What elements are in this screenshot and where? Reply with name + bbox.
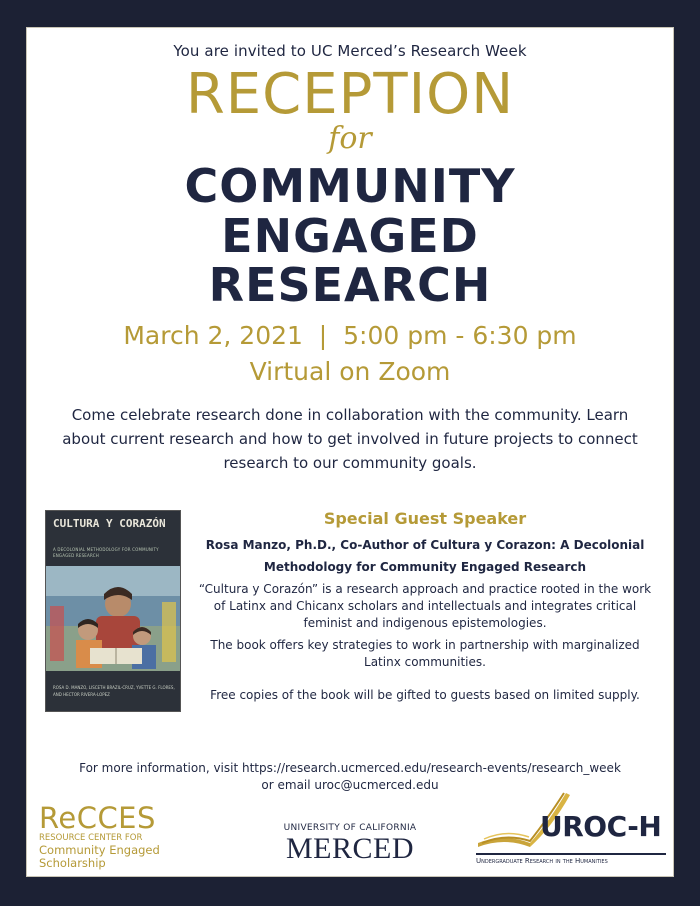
event-date-time: March 2, 2021 | 5:00 pm - 6:30 pm	[123, 321, 577, 350]
more-info-email-line[interactable]: or email uroc@ucmerced.edu	[261, 778, 439, 792]
book-cover-image	[45, 510, 181, 712]
uroc-h-wordmark: UROC-H	[540, 810, 662, 843]
book-cover-mural-illustration	[46, 566, 180, 671]
recces-logo-line2: Community Engaged Scholarship	[39, 843, 160, 870]
free-copies-note: Free copies of the book will be gifted to guests based on limited supply.	[210, 688, 640, 702]
event-intro: Come celebrate research done in collaboration with the community. Learn about current research and how to get involved in future projects to connect research to our community goals.	[62, 406, 638, 472]
uroc-h-logo	[474, 787, 669, 869]
more-info-link-line[interactable]: For more information, visit https://research.ucmerced.edu/research-events/research_week	[79, 761, 621, 775]
recces-logo-name: ReCCES	[39, 801, 156, 835]
speaker-description: “Cultura y Corazón” is a research approach and practice rooted in the work of Latinx and Chicanx scholars and intellectuals and integrates critical feminist and indigenous epistemologies.	[198, 582, 652, 630]
book-cover-title: CULTURA Y CORAZÓN	[53, 517, 166, 530]
merced-wordmark: MERCED	[285, 832, 414, 865]
book-cover-authors: ROSA D. MANZO, LISCETH BRAZIL-CRUZ, YVETTE G. FLORES, AND HECTOR RIVERA-LOPEZ	[53, 685, 175, 697]
flyer-page	[26, 27, 674, 877]
recces-logo	[39, 803, 219, 870]
speaker-name: Rosa Manzo, Ph.D., Co-Author of Cultura y Corazon: A Decolonial Methodology for Community Engaged Research	[205, 538, 645, 574]
uc-logo-line: UNIVERSITY OF CALIFORNIA	[283, 823, 417, 833]
event-venue: Virtual on Zoom	[249, 357, 451, 386]
book-cover-subtitle: A DECOLONIAL METHODOLOGY FOR COMMUNITY ENGAGED RESEARCH	[53, 547, 159, 558]
uroc-tagline: Undergraduate Research in the Humanities	[476, 857, 608, 865]
recces-logo-line1: RESOURCE CENTER FOR	[39, 833, 143, 843]
title-for: for	[328, 121, 372, 156]
uroc-divider	[476, 853, 666, 855]
speaker-heading: Special Guest Speaker	[323, 509, 527, 528]
invite-line: You are invited to UC Merced’s Research Week	[173, 42, 527, 60]
speaker-description-2: The book offers key strategies to work in partnership with marginalized Latinx communities.	[210, 638, 640, 669]
title-community: COMMUNITY	[184, 159, 516, 213]
title-reception: RECEPTION	[185, 62, 515, 127]
title-research: RESEARCH	[208, 258, 492, 312]
title-engaged: ENGAGED	[221, 209, 479, 263]
uc-merced-logo	[275, 822, 425, 864]
